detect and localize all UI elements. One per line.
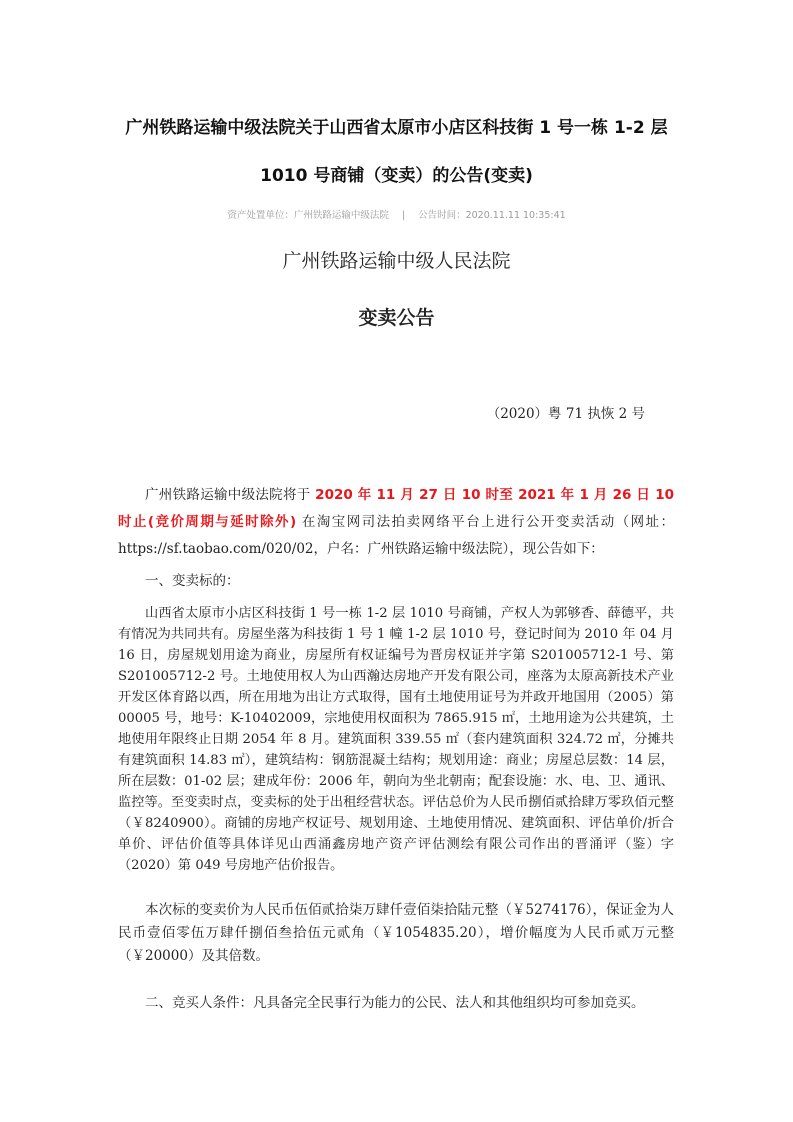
intro-after: 在淘宝网司法拍卖网络平台上进行公开变卖活动（网址：https://sf.taobao.com/020/02，户名：广州铁路运输中级法院），现公告如下：	[118, 514, 675, 557]
auction-period: 2020 年 11 月 27 日 10 时至 2021 年 1 月 26 日 10 时止(竞价周期与延时除外)	[118, 487, 674, 530]
section-1-title: 一、变卖标的：	[145, 573, 240, 589]
section-2-bidder-conditions: 二、竞买人条件：凡具备完全民事行为能力的公民、法人和其他组织均可参加竞买。	[145, 995, 645, 1011]
disposal-unit: 资产处置单位：广州铁路运输中级法院	[227, 210, 389, 221]
announcement-meta	[0, 207, 793, 221]
meta-separator: |	[401, 210, 406, 221]
property-description: 山西省太原市小店区科技街 1 号一栋 1-2 层 1010 号商铺，产权人为郭够香、薛德平，共有情况为共同共有。房屋坐落为科技街 1 号 1 幢 1-2 层 1010 号，登记时间为 2010 年 04 月 16 日，房屋规划用途为商业，房屋所有权证编号为晋房权证并字第 S201005712-1 号、第 S201005712-2 号。土地使用权人为山西瀚达房地产开发有限公司，座落为太原高新技术产业开发区体育路以西，所在用地为出让方式取得，国有土地使用证号为并政开地国用（2005）第 00005 号，地号：K-10402009，宗地使用权面积为 7865.915 ㎡，土地用途为公共建筑，土地使用年限终止日期 2054 年 8 月。建筑面积 339.55 ㎡（套内建筑面积 324.72 ㎡，分摊共有建筑面积 14.83 ㎡），建筑结构：钢筋混凝土结构；规划用途：商业；房屋总层数：14 层，所在层数：01-02 层；建成年份：2006 年，朝向为坐北朝南；配套设施：水、电、卫、通讯、监控等。至变卖时点，变卖标的处于出租经营状态。评估总价为人民币捌佰贰拾肆万零玖佰元整（￥8240900）。商铺的房地产权证号、规划用途、土地使用情况、建筑面积、评估单价/折合单价、评估价值等具体详见山西涌鑫房地产资产评估测绘有限公司作出的晋涌评（鉴）字（2020）第 049 号房地产估价报告。	[118, 606, 674, 873]
case-number: （2020）粤 71 执恢 2 号	[486, 406, 645, 422]
notice-heading: 变卖公告	[358, 307, 435, 329]
intro-before: 广州铁路运输中级法院将于	[145, 487, 316, 503]
price-paragraph: 本次标的变卖价为人民币伍佰贰拾柒万肆仟壹佰柒拾陆元整（￥5274176），保证金为人民币壹佰零伍万肆仟捌佰叁拾伍元贰角（￥1054835.20），增价幅度为人民币贰万元整（￥20000）及其倍数。	[118, 902, 674, 964]
court-name: 广州铁路运输中级人民法院	[282, 250, 511, 272]
announcement-title: 广州铁路运输中级法院关于山西省太原市小店区科技街 1 号一栋 1-2 层 1010 号商铺（变卖）的公告(变卖)	[125, 118, 668, 186]
announcement-time: 公告时间：2020.11.11 10:35:41	[418, 210, 566, 221]
intro-paragraph	[118, 482, 674, 563]
